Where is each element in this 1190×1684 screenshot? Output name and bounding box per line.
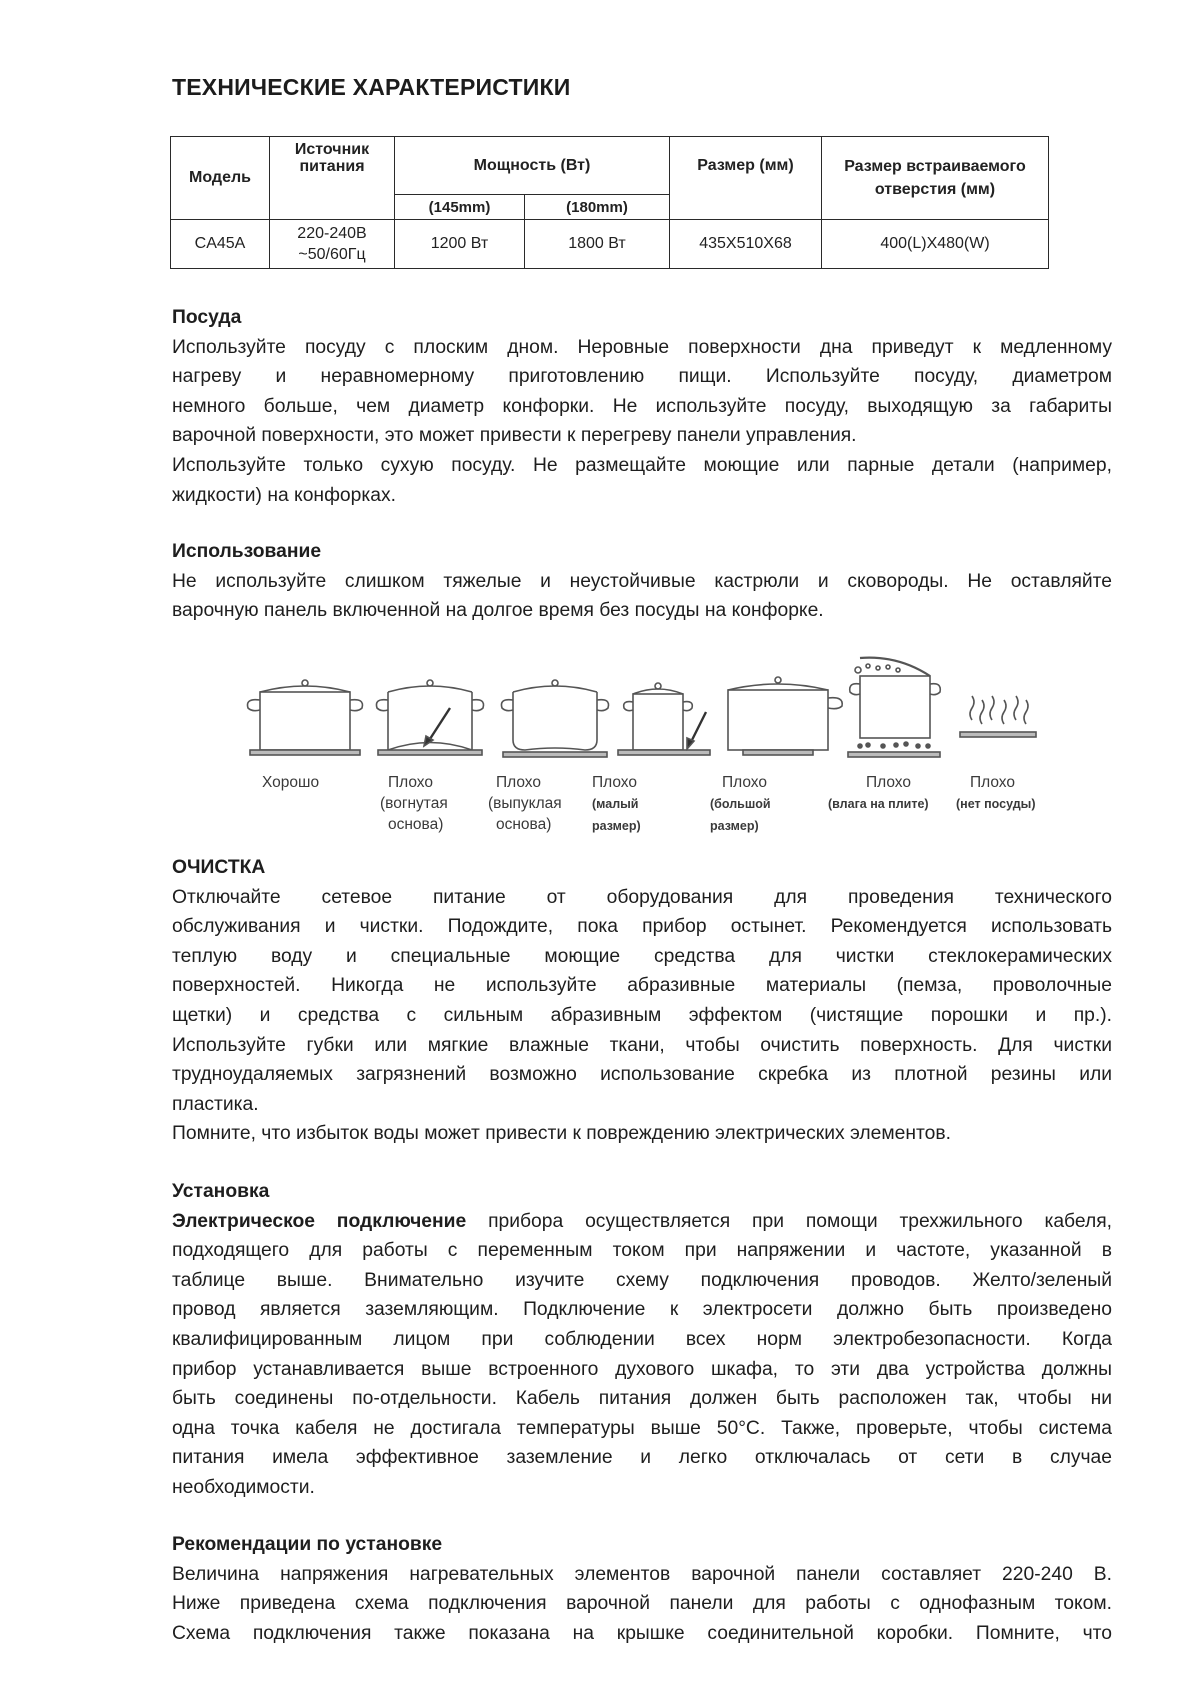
paragraph-line: жидкости) на конфорках. [172, 484, 396, 506]
pot-label-main: Плохо [866, 774, 912, 791]
paragraph-line: Помните, что избыток воды может привести к повреждению электрических элементов. [172, 1123, 951, 1145]
paragraph-line: Схема подключения также показана на крышке соединительной коробки. Помните, что [172, 1622, 1112, 1644]
paragraph-line: одна точка кабеля не достигала температуры выше 50°С. Также, проверьте, чтобы система [172, 1417, 1112, 1439]
section-heading: ОЧИСТКА [172, 857, 266, 878]
paragraph-line: питания имела эффективное заземление и легко отключалась от сети в случае [172, 1447, 1112, 1469]
pot-large-icon [728, 677, 842, 755]
header-power: Мощность (Вт) [395, 137, 670, 195]
page-title: ТЕХНИЧЕСКИЕ ХАРАКТЕРИСТИКИ [172, 74, 571, 100]
paragraph-line: Используйте губки или мягкие влажные ткани, чтобы очистить поверхность. Для чистки [172, 1034, 1112, 1056]
section-usage [172, 537, 1112, 626]
paragraph-line: варочную панель включенной на долгое время без посуды на конфорке. [172, 600, 824, 622]
pot-label-sub: основа) [388, 816, 444, 833]
cell-power-source-line2: ~50/60Гц [298, 246, 366, 263]
cell-power-145: 1200 Вт [395, 220, 525, 269]
pot-label [828, 772, 929, 815]
table-header-row [171, 137, 1049, 195]
paragraph-line: провод является заземляющим. Подключение к электросети должно быть произведено [172, 1299, 1112, 1321]
header-cutout [822, 137, 1049, 220]
header-power-source-text: Источник питания [294, 141, 370, 175]
section-heading: Использование [172, 541, 322, 562]
header-power-180: (180mm) [525, 195, 670, 220]
paragraph-line: Не используйте слишком тяжелые и неустойчивые кастрюли и сковороды. Не оставляйте [172, 570, 1112, 592]
pot-label-sub: размер) [592, 819, 641, 833]
cell-size: 435X510X68 [670, 220, 822, 269]
pot-label-sub: основа) [496, 816, 552, 833]
header-size-text: Размер (мм) [697, 157, 794, 174]
cell-cutout: 400(L)X480(W) [822, 220, 1049, 269]
paragraph-line: обслуживания и чистки. Подождите, пока прибор остынет. Рекомендуется использовать [172, 916, 1112, 938]
burner-no-pot-icon [960, 696, 1036, 737]
paragraph-line: Ниже приведена схема подключения варочной панели для работы с однофазным током. [172, 1593, 1112, 1615]
bold-lead: Электрическое подключение [172, 1210, 467, 1232]
pot-label-main: Плохо [496, 774, 542, 791]
section-cookware [172, 303, 1112, 510]
cookware-illustration [240, 650, 1040, 840]
pot-convex-icon [501, 680, 608, 757]
paragraph-line: варочной поверхности, это может привести к перегреву панели управления. [172, 425, 857, 447]
pot-label-sub: (малый [592, 797, 639, 811]
pot-label [488, 772, 562, 835]
pot-label-sub: (нет посуды) [956, 797, 1036, 811]
spec-table [170, 136, 1049, 269]
paragraph-line: Используйте посуду с плоским дном. Неровные поверхности дна приведут к медленному [172, 336, 1112, 358]
cell-power-180: 1800 Вт [525, 220, 670, 269]
paragraph-line: поверхностей. Никогда не используйте абразивные материалы (пемза, проволочные [172, 975, 1112, 997]
paragraph-line: необходимости. [172, 1476, 315, 1498]
pot-label [380, 772, 448, 835]
pot-label-sub: (большой [710, 797, 771, 811]
pot-label-sub: (выпуклая [488, 795, 562, 812]
section-heading: Посуда [172, 307, 242, 328]
pots-drawing [240, 650, 1040, 770]
table-row [171, 220, 1049, 269]
paragraph-line: Величина напряжения нагревательных элементов варочной панели составляет 220-240 В. [172, 1563, 1112, 1585]
pot-label [956, 772, 1035, 815]
section-heading: Рекомендации по установке [172, 1534, 443, 1555]
paragraph-line: прибор устанавливается выше встроенного духового шкафа, то эти два устройства должны [172, 1358, 1112, 1380]
paragraph-line: таблице выше. Внимательно изучите схему подключения проводов. Желто/зеленый [172, 1269, 1112, 1291]
cell-power-source-line1: 220-240В [297, 225, 367, 242]
lead-rest: прибора осуществляется при помощи трехжильного кабеля, [466, 1210, 1113, 1232]
pot-label-main: Хорошо [262, 774, 320, 791]
pot-label-sub: (влага на плите) [828, 797, 929, 811]
header-size [670, 137, 822, 220]
paragraph-line: быть соединены по-отдельности. Кабель питания должен быть расположен так, чтобы ни [172, 1388, 1112, 1410]
pot-label [710, 772, 771, 837]
paragraph-line: нагреву и неравномерному приготовлению пищи. Используйте посуду, диаметром [172, 366, 1112, 388]
paragraph-line: щетки) и средства с сильным абразивным эффектом (чистящие порошки и пр.). [172, 1004, 1112, 1026]
pot-label [592, 772, 641, 837]
section-installation [172, 1177, 1112, 1503]
pot-label [262, 772, 319, 793]
paragraph-line: Отключайте сетевое питание от оборудования для проведения технического [172, 886, 1112, 908]
pot-small-icon [618, 683, 710, 755]
paragraph-line: подходящего для работы с переменным током при напряжении и частоте, указанной в [172, 1240, 1112, 1262]
pot-label-sub: размер) [710, 819, 759, 833]
cell-power-source [270, 220, 395, 269]
pot-good-icon [248, 680, 363, 755]
pot-label-main: Плохо [592, 774, 638, 791]
cell-model: CA45A [171, 220, 270, 269]
section-cleaning [172, 853, 1112, 1149]
header-power-source [270, 137, 395, 220]
paragraph-line [172, 1207, 1112, 1237]
pot-concave-icon [376, 680, 483, 755]
paragraph-line: квалифицированным лицом при соблюдении всех норм электробезопасности. Когда [172, 1328, 1112, 1350]
pot-label-main: Плохо [388, 774, 434, 791]
section-install-recommendations [172, 1530, 1112, 1648]
paragraph-line: пластика. [172, 1093, 259, 1115]
paragraph-line: трудноудаляемых загрязнений возможно использование скребка из плотной резины или [172, 1064, 1112, 1086]
pot-label-sub: (вогнутая [380, 795, 448, 812]
paragraph-line: Используйте только сухую посуду. Не размещайте моющие или парные детали (например, [172, 454, 1112, 476]
pot-moisture-icon [848, 658, 940, 757]
paragraph-line: немного больше, чем диаметр конфорки. Не используйте посуду, выходящую за габариты [172, 395, 1112, 417]
section-heading: Установка [172, 1181, 270, 1202]
header-model: Модель [171, 137, 270, 220]
pot-label-main: Плохо [722, 774, 768, 791]
header-power-145: (145mm) [395, 195, 525, 220]
header-cutout-text: Размер встраиваемого отверстия (мм) [844, 158, 1026, 198]
paragraph-line: теплую воду и специальные моющие средства для чистки стеклокерамических [172, 945, 1112, 967]
pot-label-main: Плохо [970, 774, 1016, 791]
